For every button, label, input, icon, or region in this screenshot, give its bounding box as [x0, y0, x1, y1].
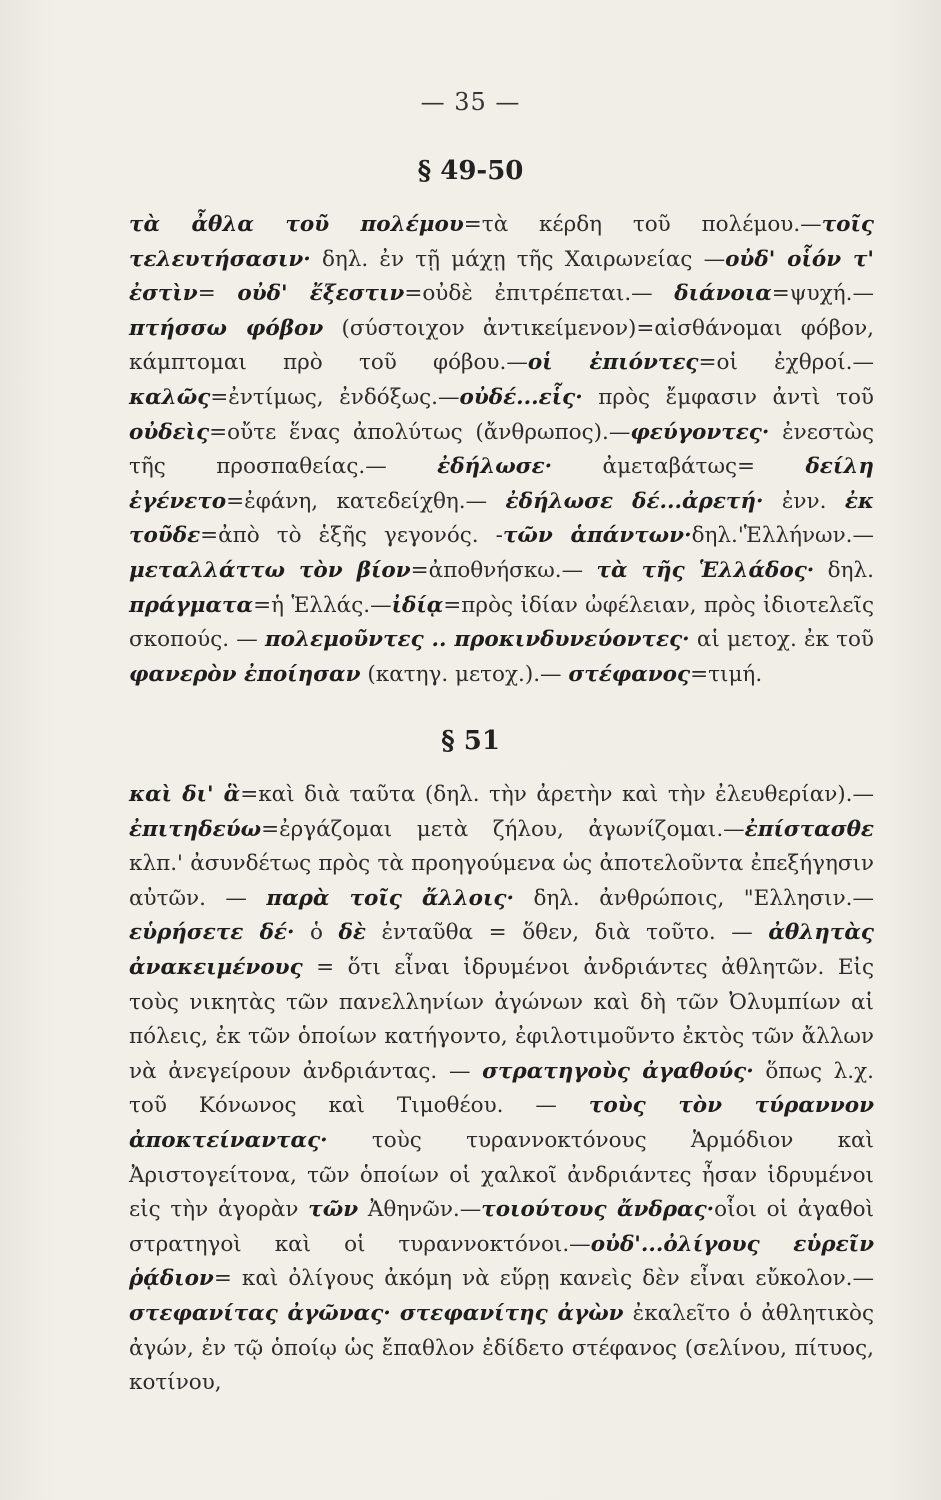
- commentary-paragraph-49-50: [95, 208, 874, 692]
- gloss-text: =οἱ ἐχθροί.—: [698, 350, 874, 376]
- gloss-text: (κατηγ. μετοχ.).—: [360, 661, 569, 687]
- lemma-term: φεύγοντες·: [630, 419, 770, 445]
- lemma-term: εὑρήσετε δέ·: [129, 920, 295, 946]
- gloss-text: δηλ.'Ἑλλήνων.—: [691, 523, 874, 549]
- lemma-term: ἐδήλωσε·: [437, 454, 553, 480]
- lemma-term: πολεμοῦντες .. προκινδυνεύοντες·: [264, 627, 690, 653]
- lemma-term: τοὺς τὸν τύραννον ἀποκτείναντας·: [129, 1093, 874, 1153]
- lemma-term: πτήσσω φόβον: [129, 315, 324, 341]
- lemma-term: οὐδ' ἔξεστιν: [237, 281, 405, 307]
- lemma-term: ἰδίᾳ: [391, 592, 444, 618]
- lemma-term: φανερὸν ἐποίησαν: [129, 661, 361, 687]
- gloss-text: τοὺς τυραννοκτόνους Ἁρμόδιον καὶ Ἀριστογείτονα, τῶν ὁποίων οἱ χαλκοῖ ἀνδριάντες ἦσαν ἱδρυμένοι εἰς τὴν ἀγορὰν: [129, 1127, 874, 1223]
- gloss-text: Ἀθηνῶν.—: [358, 1197, 482, 1223]
- lemma-term: μεταλλάττω τὸν βίον: [129, 557, 411, 583]
- lemma-term: ἐκ τοῦδε: [129, 488, 874, 549]
- lemma-term: πράγματα: [129, 592, 254, 618]
- gloss-text: =ἐργάζομαι μετὰ ζήλου, ἀγωνίζομαι.—: [261, 816, 745, 842]
- gloss-text: δηλ. ἐν τῇ μάχῃ τῆς Χαιρωνείας —: [310, 246, 726, 272]
- lemma-term: παρὰ τοῖς ἄλλοις·: [266, 885, 515, 911]
- gloss-text: ἐκαλεῖτο ὁ ἀθλητικὸς ἀγών, ἐν τῷ ὁποίῳ ὡς ἔπαθλον ἐδίδετο στέφανος (σελίνου, πίτυος, κοτίνου,: [129, 1300, 874, 1396]
- lemma-term: τῶν: [308, 1197, 359, 1223]
- lemma-term: στέφανος: [568, 661, 691, 687]
- gloss-text: οἷοι οἱ ἀγαθοὶ στρατηγοὶ καὶ οἱ τυραννοκτόνοι.—: [129, 1197, 875, 1257]
- gloss-text: =πρὸς ἰδίαν ὠφέλειαν, πρὸς ἰδιοτελεῖς σκοπούς. —: [129, 592, 874, 653]
- lemma-term: οὐδ'...ὀλίγους εὑρεῖν ῥᾴδιον: [129, 1231, 874, 1292]
- gloss-text: = καὶ ὀλίγους ἀκόμη νὰ εὕρῃ κανεὶς δὲν εἶναι εὔκολον.—: [213, 1266, 874, 1292]
- gloss-text: ὁ: [294, 920, 339, 946]
- page-number: — 35 —: [420, 88, 521, 116]
- gloss-text: πρὸς ἔμφασιν ἀντὶ τοῦ: [582, 384, 874, 410]
- lemma-term: ἐδήλωσε δέ...ἀρετή·: [505, 488, 764, 514]
- gloss-text: =ψυχή.—: [771, 281, 874, 307]
- lemma-term: οἱ ἐπιόντες: [527, 350, 699, 376]
- gloss-text: ἀμεταβάτως=: [552, 454, 806, 480]
- lemma-term: οὐδεὶς: [129, 419, 210, 445]
- lemma-term: δείλη ἐγένετο: [129, 454, 874, 514]
- gloss-text: ἐνταῦθα = ὅθεν, διὰ τοῦτο. —: [365, 920, 769, 946]
- gloss-text: κλπ.' ἀσυνδέτως πρὸς τὰ προηγούμενα ὡς ἀποτελοῦντα ἐπεξήγησιν αὐτῶν. —: [129, 851, 874, 911]
- lemma-term: οὐδ' οἷόν τ' ἐστὶν: [129, 246, 875, 307]
- gloss-text: =: [197, 281, 238, 307]
- gloss-text: =ἀποθνήσκω.—: [410, 557, 597, 583]
- lemma-term: τὰ ἆθλα τοῦ πολέμου: [129, 212, 464, 237]
- gloss-text: =ἀπὸ τὸ ἑξῆς γεγονός. -: [200, 523, 503, 549]
- lemma-term: ἐπιτηδεύω: [129, 816, 262, 842]
- gloss-text: = ὅτι εἶναι ἱδρυμένοι ἀνδριάντες ἀθλητῶν. Εἰς τοὺς νικητὰς τῶν πανελληνίων ἀγώνων καὶ δὴ τῶν Ὀλυμπίων αἱ πόλεις, ἐκ τῶν ὁποίων κατήγοντο, ἐφιλοτιμοῦντο ἐκτὸς τῶν ἄλλων νὰ ἀνεγείρουν ἀνδριάντας. —: [129, 954, 874, 1084]
- commentary-paragraph-51: [95, 778, 874, 1401]
- gloss-text: αἱ μετοχ. ἐκ τοῦ: [689, 627, 875, 653]
- lemma-term: τοιούτους ἄνδρας·: [481, 1197, 715, 1223]
- lemma-term: καὶ δι' ἃ: [129, 782, 241, 807]
- gloss-text: =ἐφάνη, κατεδείχθη.—: [226, 488, 506, 514]
- gloss-text: δηλ. ἀνθρώποις, "Ελλησιν.—: [514, 885, 874, 911]
- gloss-text: δηλ.: [814, 557, 874, 583]
- gloss-text: =τιμή.: [690, 661, 763, 687]
- lemma-term: στεφανίτης ἀγὼν: [399, 1300, 624, 1326]
- lemma-term: δὲ: [338, 920, 366, 946]
- lemma-term: ἀθλητὰς ἀνακειμένους: [129, 920, 875, 980]
- lemma-term: τῶν ἁπάντων·: [502, 523, 692, 549]
- lemma-term: στρατηγοὺς ἀγαθούς·: [482, 1058, 754, 1084]
- lemma-term: τὰ τῆς Ἑλλάδος·: [596, 557, 815, 583]
- gloss-text: [391, 1301, 400, 1326]
- gloss-text: =καὶ διὰ ταῦτα (δηλ. τὴν ἀρετὴν καὶ τὴν ἐλευθερίαν).—: [240, 782, 875, 807]
- gloss-text: ἐνν.: [763, 488, 845, 514]
- lemma-term: τοῖς τελευτήσασιν·: [129, 212, 874, 272]
- gloss-text: ὅπως λ.χ. τοῦ Κόνωνος καὶ Τιμοθέου. —: [129, 1058, 874, 1119]
- lemma-term: καλῶς: [129, 384, 211, 410]
- gloss-text: =ἡ Ἑλλάς.—: [253, 592, 392, 618]
- lemma-term: ἐπίστασθε: [744, 816, 874, 842]
- gloss-text: =τὰ κέρδη τοῦ πολέμου.—: [463, 212, 822, 237]
- gloss-text: =οὐδὲ ἐπιτρέπεται.—: [404, 281, 675, 307]
- lemma-term: διάνοια: [674, 281, 772, 307]
- gloss-text: ἐνεστὼς τῆς προσπαθείας.—: [129, 419, 874, 480]
- lemma-term: οὐδέ...εἷς·: [459, 384, 583, 410]
- gloss-text: =οὔτε ἕνας ἀπολύτως (ἄνθρωπος).—: [209, 419, 631, 445]
- lemma-term: στεφανίτας ἀγῶνας·: [129, 1300, 391, 1326]
- gloss-text: (σύστοιχον ἀντικείμενον)=αἰσθάνομαι φόβον, κάμπτομαι πρὸ τοῦ φόβου.—: [129, 315, 874, 376]
- section-heading-49-50: § 49-50: [417, 156, 524, 186]
- section-heading-51: § 51: [441, 726, 500, 756]
- gloss-text: =ἐντίμως, ἐνδόξως.—: [210, 384, 460, 410]
